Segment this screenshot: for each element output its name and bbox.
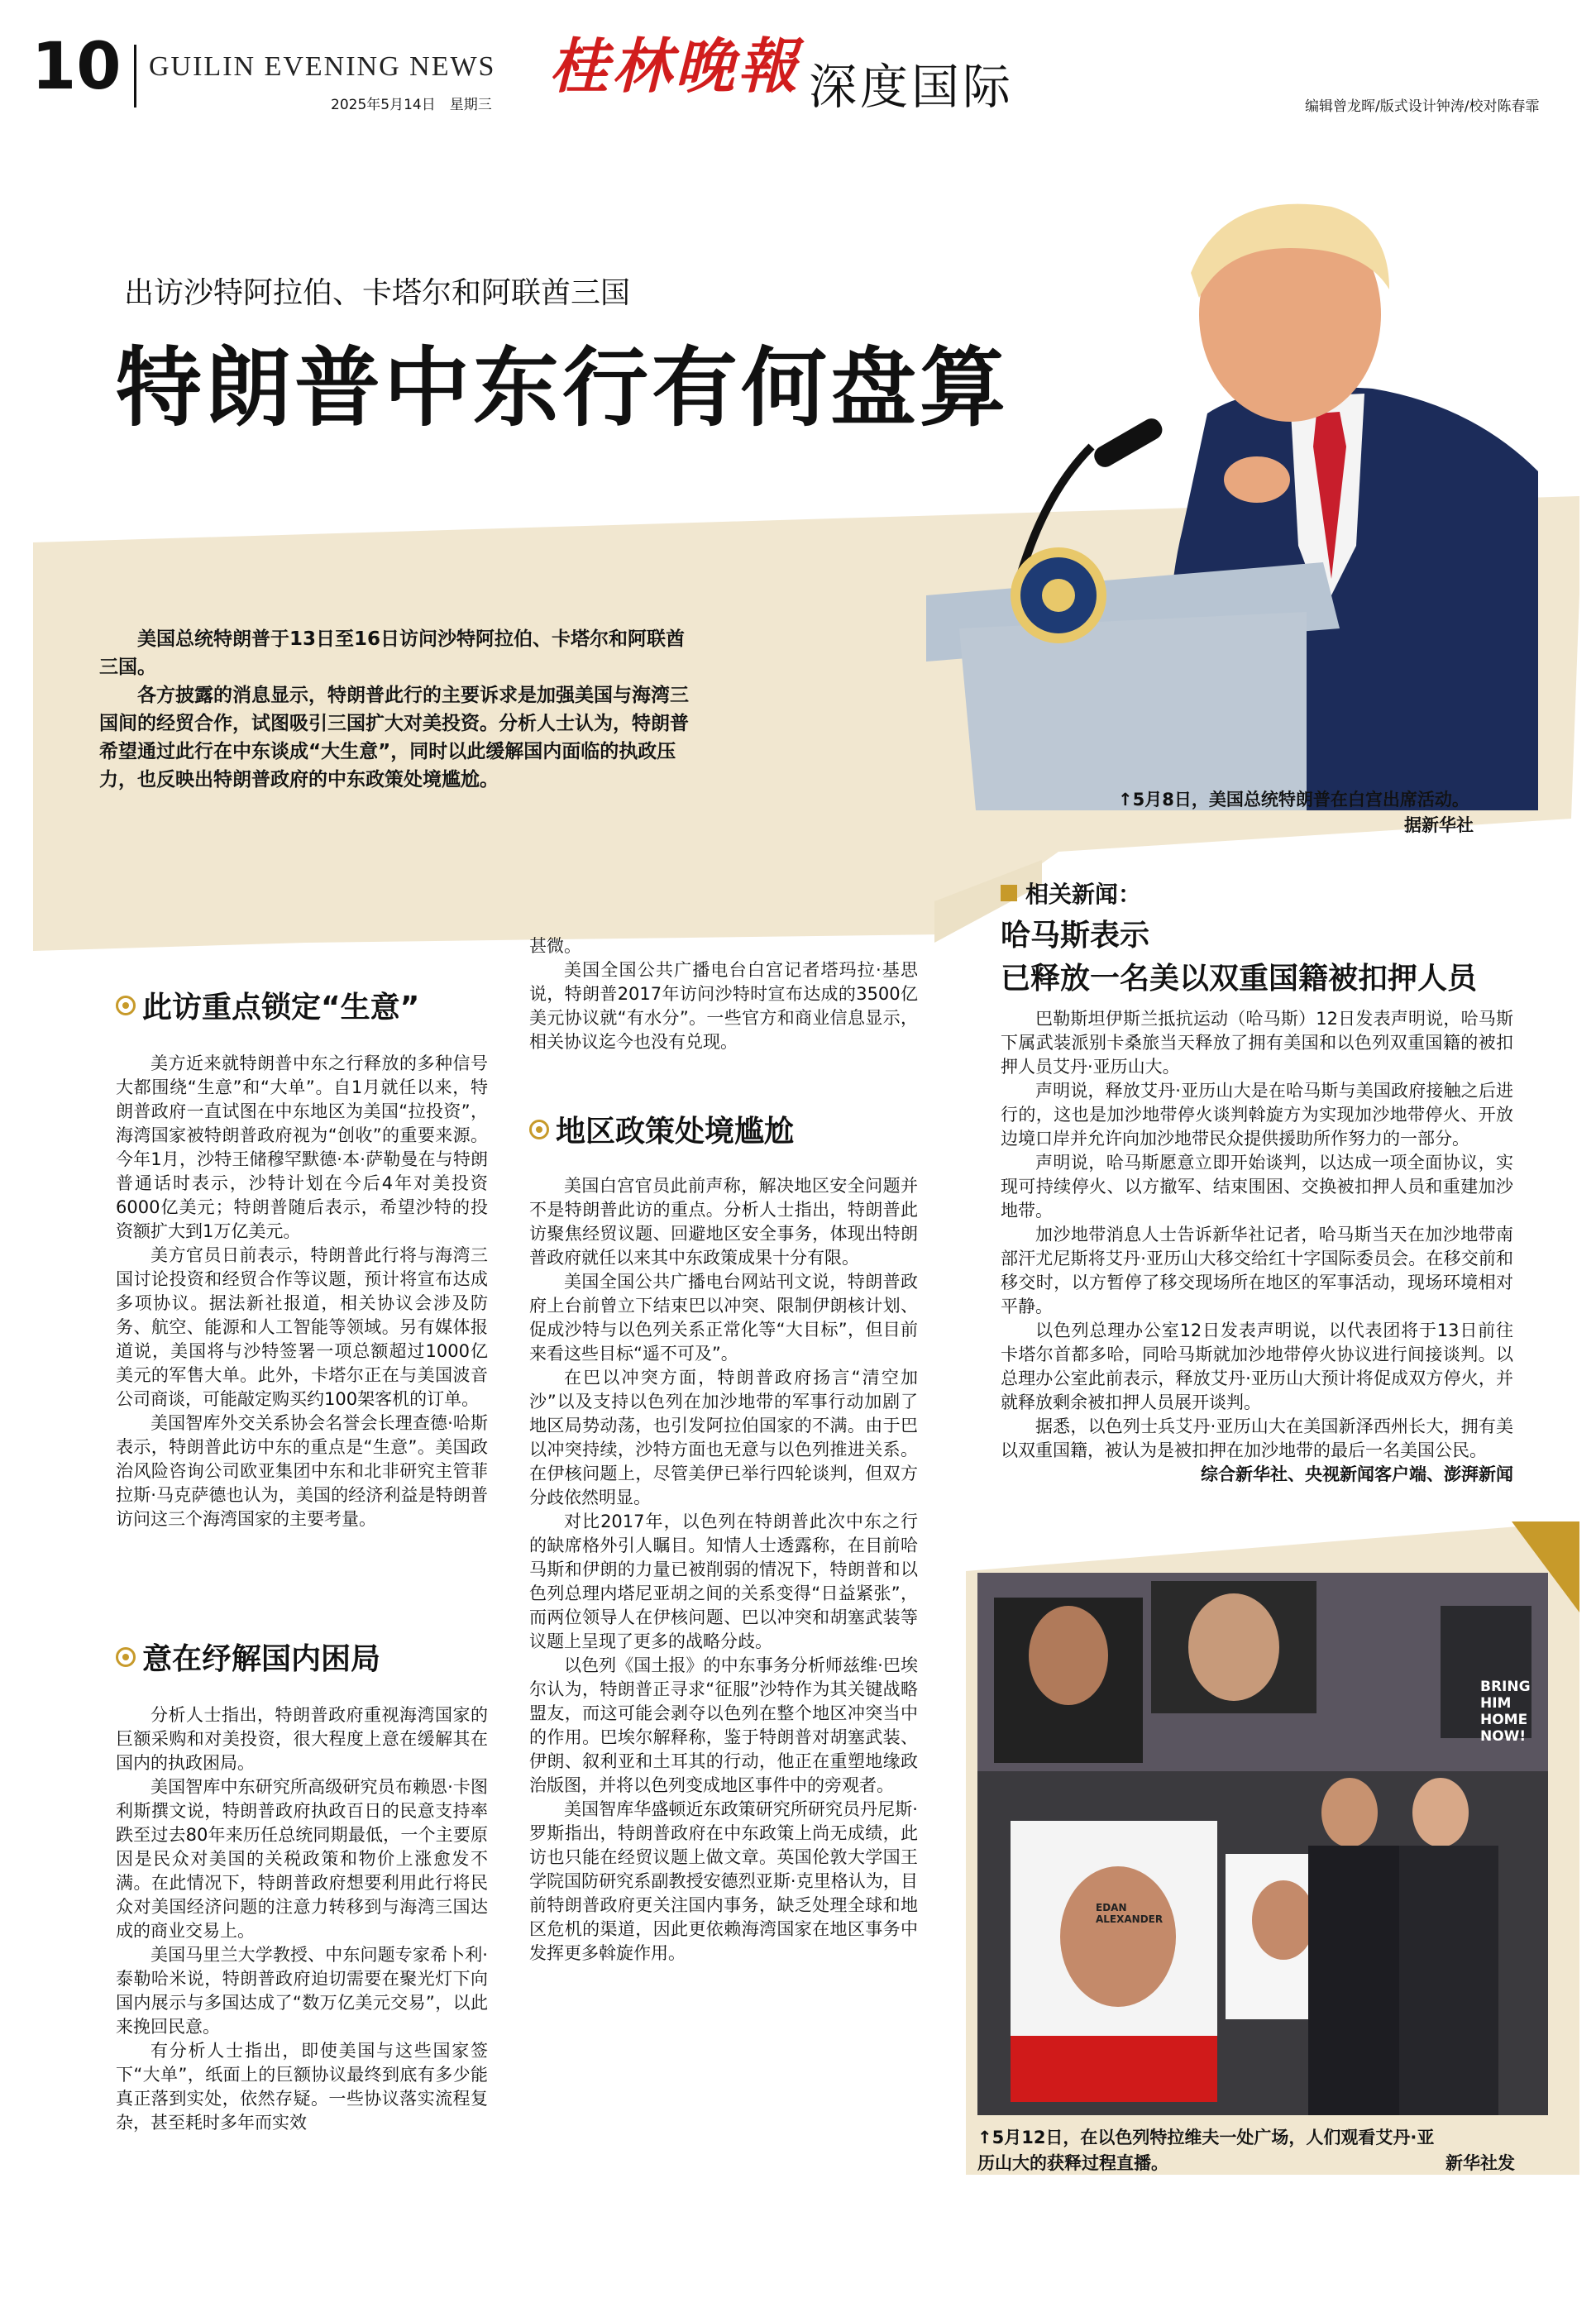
lead-paragraphs [99,625,695,794]
related-source: 综合新华社、央视新闻客户端、澎湃新闻 [1201,1464,1513,1484]
headline-kicker: 出访沙特阿拉伯、卡塔尔和阿联酋三国 [124,276,631,310]
square-bullet-icon [1001,885,1017,901]
article-column-2 [529,934,918,1054]
photo2-caption [977,2125,1548,2176]
bullet-circle-icon [116,1647,136,1667]
related-article [1001,1007,1513,1487]
caption-text: ↑5月8日，美国总统特朗普在白宫出席活动。 [1118,790,1469,810]
sign-label-2: EDAN ALEXANDER [1096,1902,1164,1925]
article-paragraph: 声明说，释放艾丹·亚历山大是在哈马斯与美国政府接触之后进行的，这也是加沙地带停火谈判斡旋方为实现加沙地带停火、开放边境口岸并允许向加沙地带民众提供援助所作努力的一部分。 [1001,1081,1513,1149]
article-column-1b [116,1703,488,2135]
article-paragraph: 以色列《国土报》的中东事务分析师兹维·巴埃尔认为，特朗普正寻求“征服”沙特作为其关键战略盟友，而这可能会剥夺以色列在整个地区冲突当中的作用。巴埃尔解释称，鉴于特朗普对胡塞武装、伊朗、叙利亚和土耳其的行动，他正在重塑地缘政治版图，并将以色列变成地区事件中的旁观者。 [529,1655,918,1795]
article-column-1 [116,1052,488,1531]
english-name: GUILIN EVENING NEWS [149,51,496,82]
related-title-2: 已释放一名美以双重国籍被扣押人员 [1001,962,1478,996]
article-paragraph: 美方近来就特朗普中东之行释放的多种信号大都围绕“生意”和“大单”。自1月就任以来，特朗普政府一直试图在中东地区为美国“拉投资”，海湾国家被特朗普政府视为“创收”的重要来源。今年1月，沙特王储穆罕默德·本·萨勒曼在与特朗普通话时表示，沙特计划在今后4年对美投资6000亿美元；特朗普随后表示，希望沙特的投资额扩大到1万亿美元。 [116,1053,488,1241]
related-news-tag [1001,877,1141,910]
section-heading-text: 地区政策处境尴尬 [556,1115,795,1149]
crowd-photo [977,1573,1548,2115]
article-paragraph: 美国白宫官员此前声称，解决地区安全问题并不是特朗普此访的重点。分析人士指出，特朗普此访聚焦经贸议题、回避地区安全事务，体现出特朗普政府就任以来其中东政策成果十分有限。 [529,1176,918,1268]
sign-name [1096,1902,1187,1925]
trump-photo [794,198,1571,810]
article-paragraph: 美国全国公共广播电台白宫记者塔玛拉·基思说，特朗普2017年访问沙特时宣布达成的3500亿美元协议就“有水分”。一些官方和商业信息显示，相关协议迄今也没有兑现。 [529,960,918,1052]
sign-label-1: BRING HIM HOME NOW! [1480,1679,1531,1745]
article-paragraph: 美国智库外交关系协会名誉会长理查德·哈斯表示，特朗普此访中东的重点是“生意”。美国政治风险咨询公司欧亚集团中东和北非研究主管菲拉斯·马克萨德也认为，美国的经济利益是特朗普访问这三个海湾国家的主要考量。 [116,1413,488,1529]
page-number: 10 [31,30,122,104]
article-paragraph: 美国智库华盛顿近东政策研究所研究员丹尼斯·罗斯指出，特朗普政府在中东政策上尚无成绩，此访也只能在经贸议题上做文章。英国伦敦大学国王学院国防研究系副教授安德烈亚斯·克里格认为，目前特朗普政府更关注国内事务，缺乏处理全球和地区危机的渠道，因此更依赖海湾国家在地区事务中发挥更多斡旋作用。 [529,1799,918,1963]
caption-source: 据新华社 [1404,815,1474,835]
editor-credits: 编辑曾龙晖/版式设计钟涛/校对陈春霏 [1305,98,1540,115]
lead-paragraph: 各方披露的消息显示，特朗普此行的主要诉求是加强美国与海湾三国间的经贸合作，试图吸引三国扩大对美投资。分析人士认为，特朗普希望通过此行在中东谈成“大生意”，同时以此缓解国内面临的执政压力，也反映出特朗普政府的中东政策处境尴尬。 [99,685,689,791]
article-paragraph: 美国智库中东研究所高级研究员布赖恩·卡图利斯撰文说，特朗普政府执政百日的民意支持率跌至过去80年来历任总统同期最低，一个主要原因是民众对美国的关税政策和物价上涨愈发不满。在此情况下，特朗普政府想要利用此行将民众对美国经济问题的注意力转移到与海湾三国达成的商业交易上。 [116,1777,488,1941]
related-title-1: 哈马斯表示 [1001,919,1150,953]
headline-title: 特朗普中东行有何盘算 [116,337,1010,438]
article-paragraph: 加沙地带消息人士告诉新华社记者，哈马斯当天在加沙地带南部汗尤尼斯将艾丹·亚历山大移交给红十字国际委员会。在移交前和移交时，以方暂停了移交现场所在地区的军事活动，现场环境相对平静。 [1001,1225,1513,1316]
section-heading-3 [529,1108,794,1150]
photo-caption [1118,787,1548,838]
article-paragraph: 巴勒斯坦伊斯兰抵抗运动（哈马斯）12日发表声明说，哈马斯下属武装派别卡桑旅当天释放了拥有美国和以色列双重国籍的被扣押人员艾丹·亚历山大。 [1001,1009,1513,1077]
article-paragraph: 甚微。 [529,936,581,956]
article-column-2b [529,1174,918,1966]
bullet-circle-icon [529,1120,549,1139]
article-paragraph: 有分析人士指出，即使美国与这些国家签下“大单”，纸面上的巨额协议最终到底有多少能真正落到实处，依然存疑。一些协议落实流程复杂，甚至耗时多年而实效 [116,2041,488,2133]
article-paragraph: 分析人士指出，特朗普政府重视海湾国家的巨额采购和对美投资，很大程度上意在缓解其在国内的执政困局。 [116,1705,488,1773]
caption-line-2 [977,2151,1548,2176]
article-paragraph: 在巴以冲突方面，特朗普政府扬言“清空加沙”以及支持以色列在加沙地带的军事行动加剧了地区局势动荡，也引发阿拉伯国家的不满。由于巴以冲突持续，沙特方面也无意与以色列推进关系。在伊核问题上，尽管美伊已举行四轮谈判，但双方分歧依然明显。 [529,1368,918,1507]
section-heading-1 [116,984,419,1026]
article-paragraph: 对比2017年，以色列在特朗普此次中东之行的缺席格外引人瞩目。知情人士透露称，在目前哈马斯和伊朗的力量已被削弱的情况下，特朗普和以色列总理内塔尼亚胡之间的关系变得“日益紧张”，而两位领导人在伊核问题、巴以冲突和胡塞武装等议题上呈现了更多的战略分歧。 [529,1512,918,1651]
caption-text: 历山大的获释过程直播。 [977,2153,1168,2173]
masthead-divider [134,45,136,107]
bullet-circle-icon [116,996,136,1015]
newspaper-logo: 桂林晚報 [549,31,801,101]
issue-date: 2025年5月14日 星期三 [331,97,492,113]
section-name: 深度国际 [809,59,1015,115]
article-paragraph: 据悉，以色列士兵艾丹·亚历山大在美国新泽西州长大，拥有美以双重国籍，被认为是被扣押在加沙地带的最后一名美国公民。 [1001,1416,1513,1460]
article-paragraph: 声明说，哈马斯愿意立即开始谈判，以达成一项全面协议，实现可持续停火、以方撤军、结束围困、交换被扣押人员和重建加沙地带。 [1001,1153,1513,1220]
article-paragraph: 美国全国公共广播电台网站刊文说，特朗普政府上台前曾立下结束巴以冲突、限制伊朗核计划、促成沙特与以色列关系正常化等“大目标”，但目前来看这些目标“遥不可及”。 [529,1272,918,1364]
caption-source: 新华社发 [1445,2153,1515,2173]
sign-text [1480,1679,1545,1745]
caption-line: ↑5月12日，在以色列特拉维夫一处广场，人们观看艾丹·亚 [977,2128,1435,2147]
article-paragraph: 以色列总理办公室12日发表声明说，以代表团将于13日前往卡塔尔首都多哈，同哈马斯就加沙地带停火协议进行间接谈判。以总理办公室此前表示，释放艾丹·亚历山大预计将促成双方停火，并就释放剩余被扣押人员展开谈判。 [1001,1321,1513,1412]
related-tag-text: 相关新闻： [1025,881,1142,908]
lead-paragraph: 美国总统特朗普于13日至16日访问沙特阿拉伯、卡塔尔和阿联酋三国。 [99,628,686,678]
article-paragraph: 美方官员日前表示，特朗普此行将与海湾三国讨论投资和经贸合作等议题，预计将宣布达成多项协议。据法新社报道，相关协议会涉及防务、航空、能源和人工智能等领域。另有媒体报道说，美国将与沙特签署一项总额超过1000亿美元的军售大单。此外，卡塔尔正在与美国波音公司商谈，可能敲定购买约100架客机的订单。 [116,1245,488,1409]
section-heading-2 [116,1636,380,1678]
article-paragraph: 美国马里兰大学教授、中东问题专家希卜利·泰勒哈米说，特朗普政府迫切需要在聚光灯下向国内展示与多国达成了“数万亿美元交易”，以此来挽回民意。 [116,1945,488,2037]
section-heading-text: 此访重点锁定“生意” [142,991,420,1025]
section-heading-text: 意在纾解国内困局 [142,1642,381,1676]
